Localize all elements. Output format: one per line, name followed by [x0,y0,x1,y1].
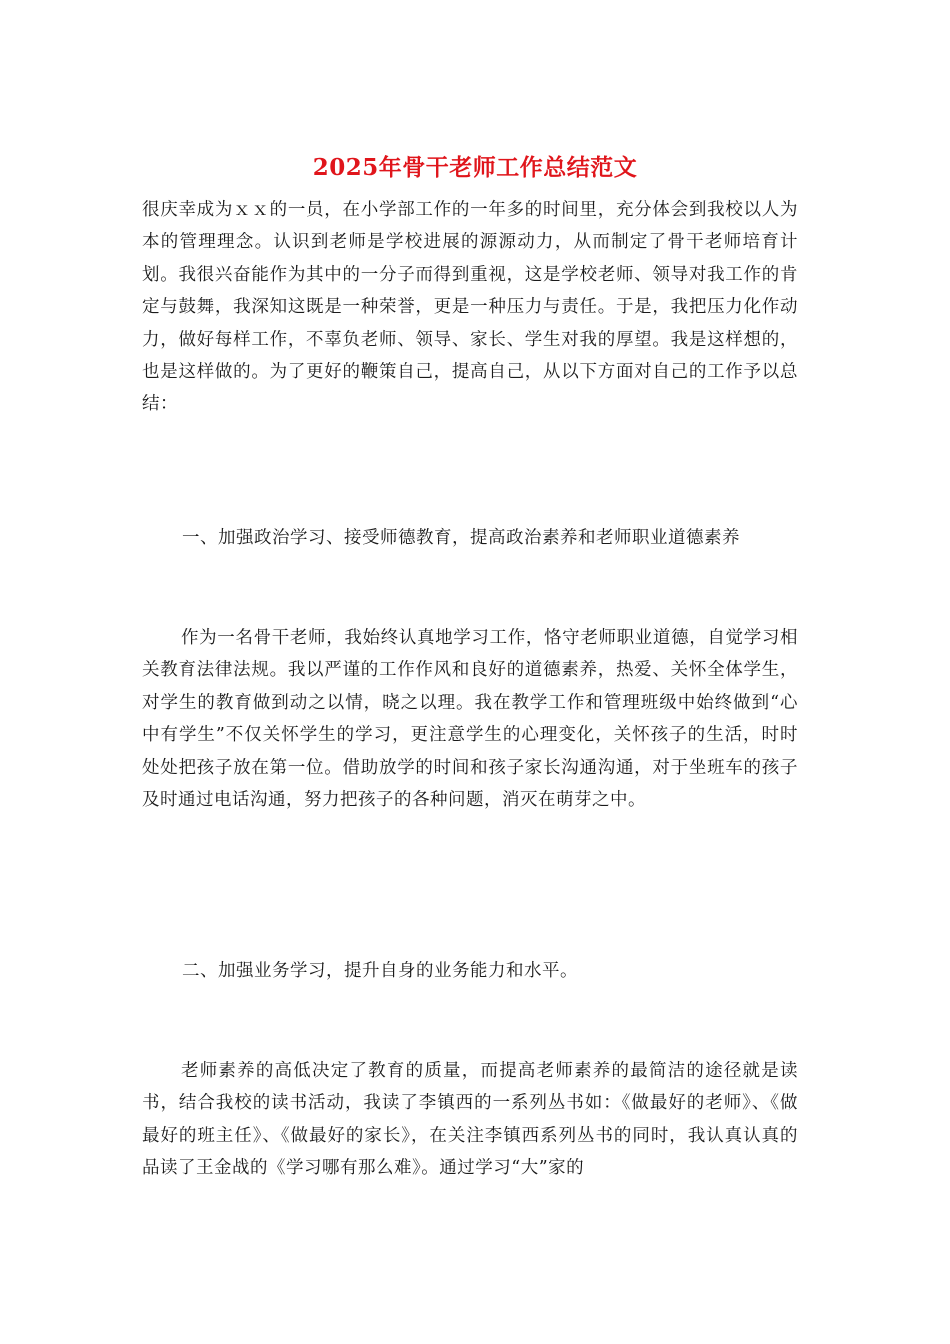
intro-paragraph: 很庆幸成为ｘｘ的一员，在小学部工作的一年多的时间里，充分体会到我校以人为本的管理理念。认识到老师是学校进展的源源动力，从而制定了骨干老师培育计划。我很兴奋能作为其中的一分子而得到重视，这是学校老师、领导对我工作的肯定与鼓舞，我深知这既是一种荣誉，更是一种压力与责任。于是，我把压力化作动力，做好每样工作，不辜负老师、领导、家长、学生对我的厚望。我是这样想的，也是这样做的。为了更好的鞭策自己，提高自己，从以下方面对自己的工作予以总结： [142,200,798,415]
section-2-heading: 二、加强业务学习，提升自身的业务能力和水平。 [182,961,578,981]
section-1-paragraph: 作为一名骨干老师，我始终认真地学习工作，恪守老师职业道德，自觉学习相关教育法律法规。我以严谨的工作作风和良好的道德素养，热爱、关怀全体学生，对学生的教育做到动之以情，晓之以理。我在教学工作和管理班级中始终做到“心中有学生”不仅关怀学生的学习，更注意学生的心理变化，关怀孩子的生活，时时处处把孩子放在第一位。借助放学的时间和孩子家长沟通沟通，对于坐班车的孩子及时通过电话沟通，努力把孩子的各种问题，消灭在萌芽之中。 [142,628,798,811]
section-2-paragraph: 老师素养的高低决定了教育的质量，而提高老师素养的最简洁的途径就是读书，结合我校的读书活动，我读了李镇西的一系列丛书如：《做最好的老师》、《做最好的班主任》、《做最好的家长》，在关注李镇西系列丛书的同时，我认真认真的品读了王金战的《学习哪有那么难》。通过学习“大”家的 [142,1061,798,1179]
document-title: 2025年骨干老师工作总结范文 [312,154,638,181]
section-1-heading: 一、加强政治学习、接受师德教育，提高政治素养和老师职业道德素养 [182,528,740,548]
